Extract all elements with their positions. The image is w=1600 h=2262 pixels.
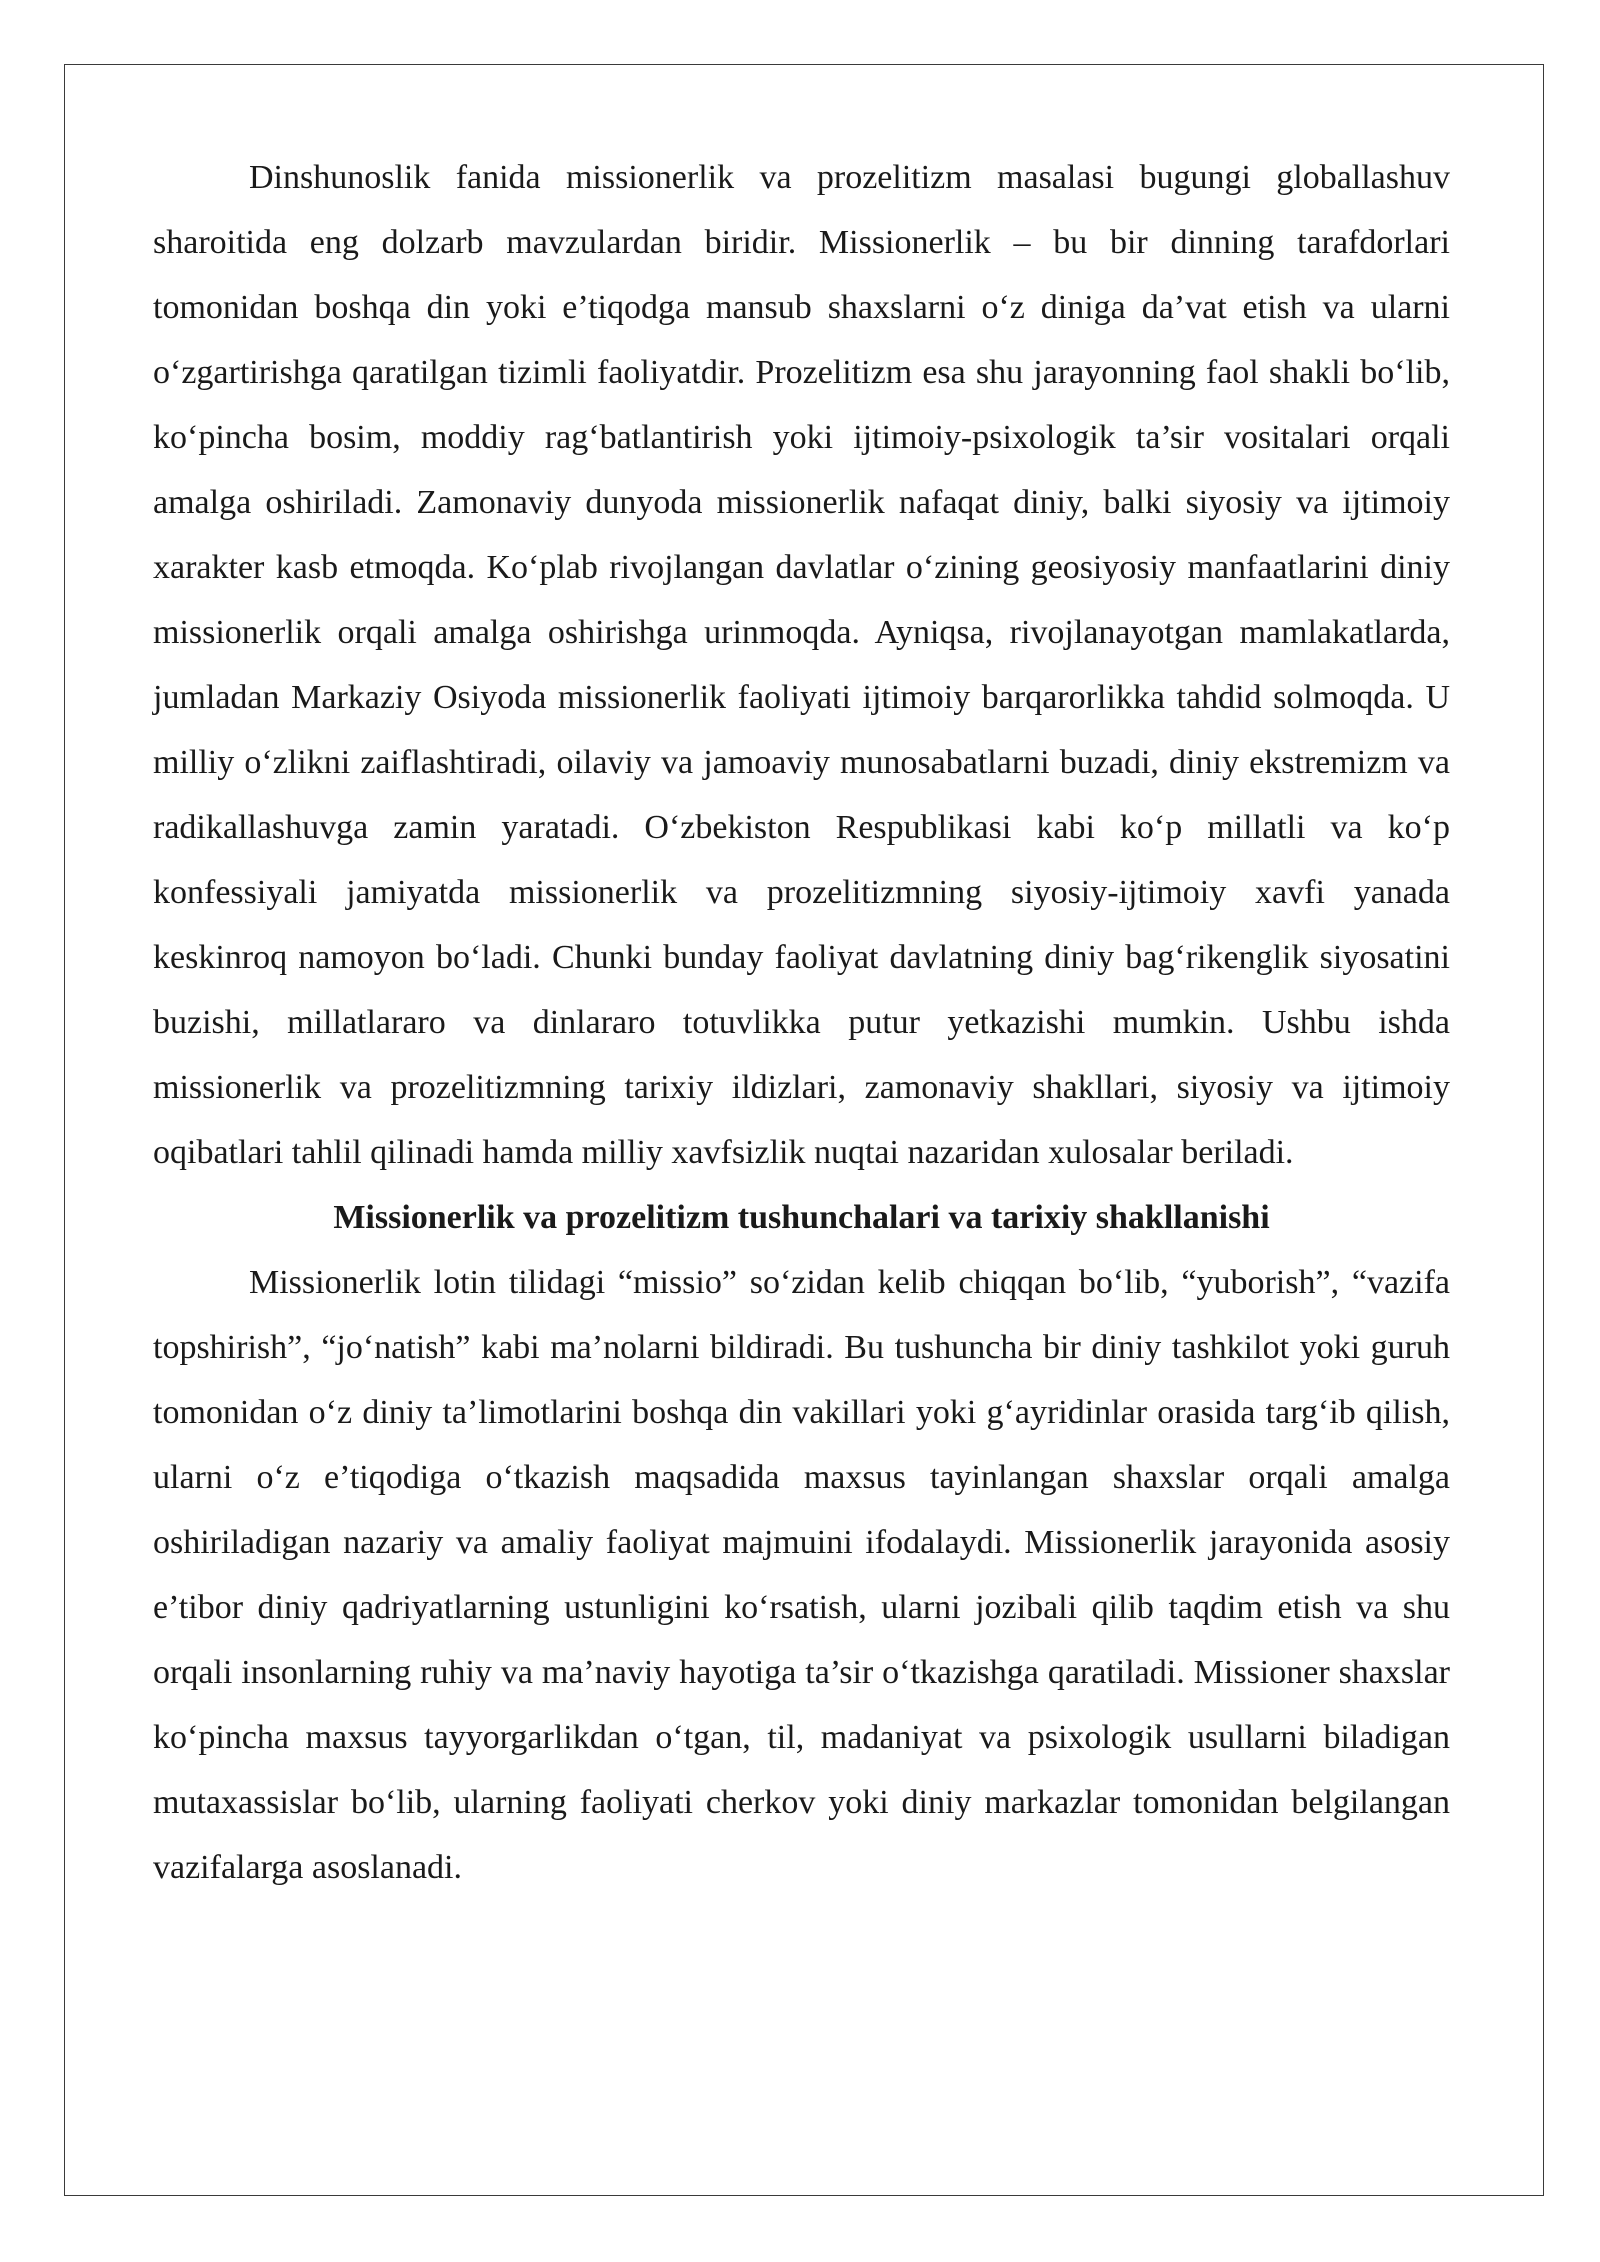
section-heading: Missionerlik va prozelitizm tushunchalari va tarixiy shakllanishi (333, 1199, 1270, 1236)
section-paragraph: Missionerlik lotin tilidagi “missio” so‘zidan kelib chiqqan bo‘lib, “yuborish”, “vazifa topshirish”, “jo‘natish” kabi ma’nolarni bildiradi. Bu tushuncha bir diniy tashkilot yoki guruh tomonidan o‘z diniy ta’limotlarini boshqa din vakillari yoki g‘ayridinlar orasida targ‘ib qilish, ularni o‘z e’tiqodiga o‘tkazish maqsadida maxsus tayinlangan shaxslar orqali amalga oshiriladigan nazariy va amaliy faoliyat majmuini ifodalaydi. Missionerlik jarayonida asosiy e’tibor diniy qadriyatlarning ustunligini ko‘rsatish, ularni jozibali qilib taqdim etish va shu orqali insonlarning ruhiy va ma’naviy hayotiga ta’sir o‘tkazishga qaratiladi. Missioner shaxslar ko‘pincha maxsus tayyorgarlikdan o‘tgan, til, madaniyat va psixologik usullarni biladigan mutaxassislar bo‘lib, ularning faoliyati cherkov yoki diniy markazlar tomonidan belgilangan vazifalarga asoslanadi. (153, 1264, 1450, 1886)
document-body (153, 145, 1450, 1900)
intro-paragraph: Dinshunoslik fanida missionerlik va prozelitizm masalasi bugungi globallashuv sharoitida eng dolzarb mavzulardan biridir. Missionerlik – bu bir dinning tarafdorlari tomonidan boshqa din yoki e’tiqodga mansub shaxslarni o‘z diniga da’vat etish va ularni o‘zgartirishga qaratilgan tizimli faoliyatdir. Prozelitizm esa shu jarayonning faol shakli bo‘lib, ko‘pincha bosim, moddiy rag‘batlantirish yoki ijtimoiy-psixologik ta’sir vositalari orqali amalga oshiriladi. Zamonaviy dunyoda missionerlik nafaqat diniy, balki siyosiy va ijtimoiy xarakter kasb etmoqda. Ko‘plab rivojlangan davlatlar o‘zining geosiyosiy manfaatlarini diniy missionerlik orqali amalga oshirishga urinmoqda. Ayniqsa, rivojlanayotgan mamlakatlarda, jumladan Markaziy Osiyoda missionerlik faoliyati ijtimoiy barqarorlikka tahdid solmoqda. U milliy o‘zlikni zaiflashtiradi, oilaviy va jamoaviy munosabatlarni buzadi, diniy ekstremizm va radikallashuvga zamin yaratadi. O‘zbekiston Respublikasi kabi ko‘p millatli va ko‘p konfessiyali jamiyatda missionerlik va prozelitizmning siyosiy-ijtimoiy xavfi yanada keskinroq namoyon bo‘ladi. Chunki bunday faoliyat davlatning diniy bag‘rikenglik siyosatini buzishi, millatlararo va dinlararo totuvlikka putur yetkazishi mumkin. Ushbu ishda missionerlik va prozelitizmning tarixiy ildizlari, zamonaviy shakllari, siyosiy va ijtimoiy oqibatlari tahlil qilinadi hamda milliy xavfsizlik nuqtai nazaridan xulosalar beriladi. (153, 159, 1450, 1171)
